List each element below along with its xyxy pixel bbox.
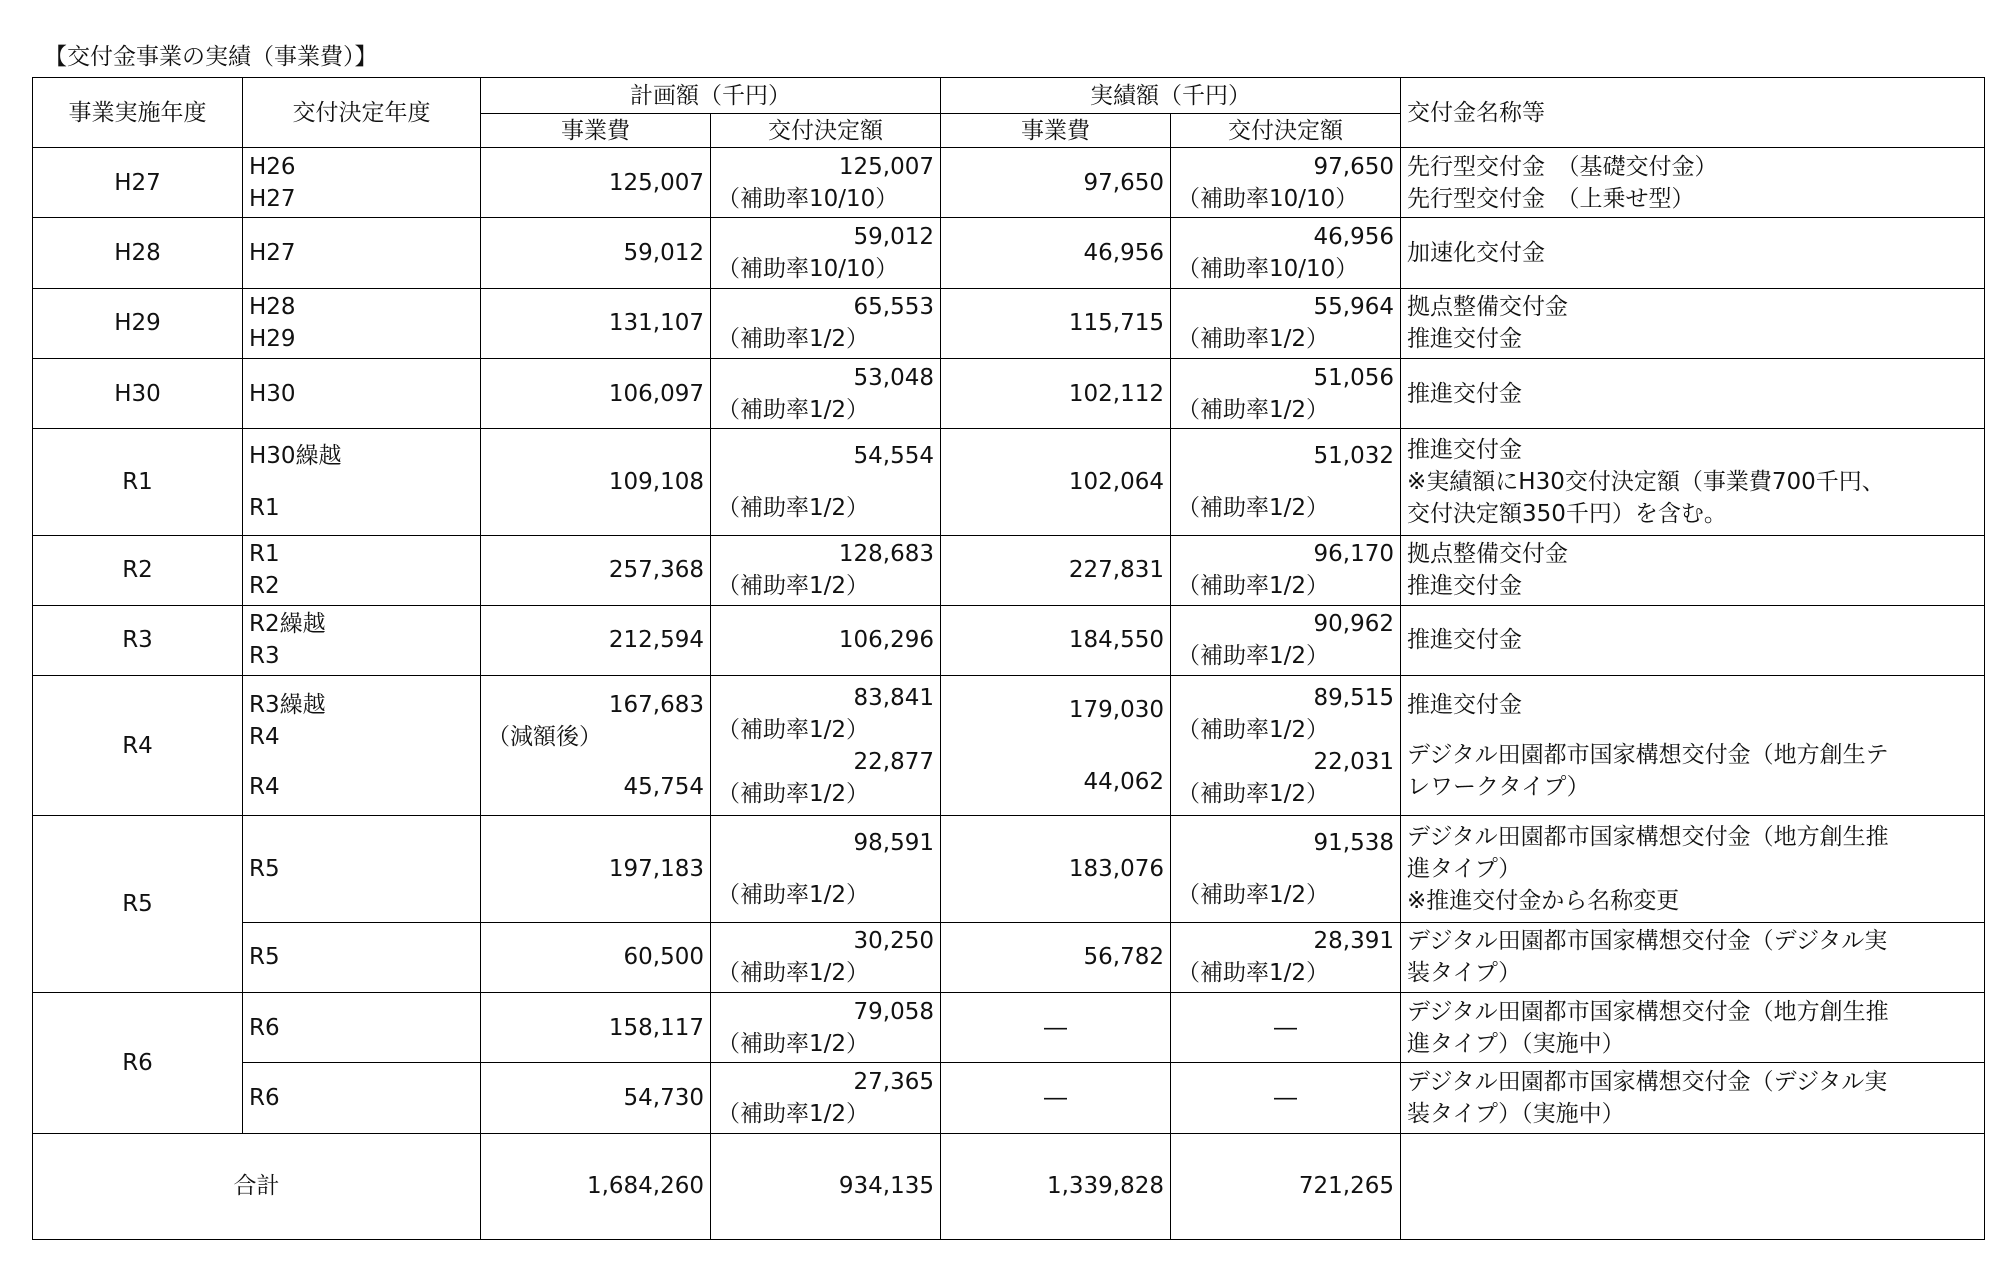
- row-plan-cost: 167,683 （減額後） 45,754: [481, 675, 711, 815]
- table-row: [33, 675, 1985, 815]
- row-decision: H28 H29: [243, 288, 481, 358]
- header-actual-grant: 交付決定額: [1171, 114, 1401, 148]
- grant-results-table: [32, 77, 1985, 1240]
- row-year: H28: [33, 218, 243, 288]
- row-actual-grant: 46,956 （補助率10/10）: [1171, 218, 1401, 288]
- total-plan-grant: 934,135: [711, 1133, 941, 1239]
- row-name: デジタル田園都市国家構想交付金（地方創生推 進タイプ） ※推進交付金から名称変更: [1401, 816, 1985, 922]
- row-name: 推進交付金 ※実績額にH30交付決定額（事業費700千円、 交付決定額350千円）を含む。: [1401, 429, 1985, 535]
- row-decision: H26 H27: [243, 148, 481, 218]
- header-decision-year: 交付決定年度: [243, 78, 481, 148]
- row-actual-cost: 183,076: [941, 816, 1171, 922]
- row-actual-cost: 184,550: [941, 605, 1171, 675]
- row-plan-cost: 54,730: [481, 1063, 711, 1133]
- total-actual-grant: 721,265: [1171, 1133, 1401, 1239]
- row-decision: R6: [243, 1063, 481, 1133]
- row-decision: R2繰越 R3: [243, 605, 481, 675]
- row-year: H29: [33, 288, 243, 358]
- row-name: 拠点整備交付金 推進交付金: [1401, 535, 1985, 605]
- table-row: [33, 993, 1985, 1063]
- row-actual-cost: 97,650: [941, 148, 1171, 218]
- row-year: H30: [33, 358, 243, 428]
- row-actual-grant: 90,962 （補助率1/2）: [1171, 605, 1401, 675]
- header-plan-grant: 交付決定額: [711, 114, 941, 148]
- header-plan: 計画額（千円）: [481, 78, 941, 114]
- table-row: [33, 605, 1985, 675]
- row-name: 加速化交付金: [1401, 218, 1985, 288]
- row-plan-grant: 27,365 （補助率1/2）: [711, 1063, 941, 1133]
- row-year: R5: [33, 816, 243, 993]
- row-plan-grant: 83,841 （補助率1/2） 22,877 （補助率1/2）: [711, 675, 941, 815]
- row-actual-grant: ―: [1171, 993, 1401, 1063]
- table-row: [33, 816, 1985, 922]
- total-label: 合計: [33, 1133, 481, 1239]
- row-decision: R3繰越 R4 R4: [243, 675, 481, 815]
- table-row: [33, 288, 1985, 358]
- row-name: 先行型交付金 （基礎交付金） 先行型交付金 （上乗せ型）: [1401, 148, 1985, 218]
- row-actual-grant: 97,650 （補助率10/10）: [1171, 148, 1401, 218]
- row-plan-grant: 53,048 （補助率1/2）: [711, 358, 941, 428]
- table-row: [33, 922, 1985, 992]
- row-year: R1: [33, 429, 243, 535]
- row-name: 拠点整備交付金 推進交付金: [1401, 288, 1985, 358]
- row-decision: R1 R2: [243, 535, 481, 605]
- row-name: 推進交付金 デジタル田園都市国家構想交付金（地方創生テ レワークタイプ）: [1401, 675, 1985, 815]
- row-name: デジタル田園都市国家構想交付金（地方創生推 進タイプ）（実施中）: [1401, 993, 1985, 1063]
- row-year: R6: [33, 993, 243, 1133]
- row-plan-cost: 257,368: [481, 535, 711, 605]
- table-row: [33, 358, 1985, 428]
- header-plan-cost: 事業費: [481, 114, 711, 148]
- total-row: [33, 1133, 1985, 1239]
- table-row: [33, 535, 1985, 605]
- row-name: デジタル田園都市国家構想交付金（デジタル実 装タイプ）: [1401, 922, 1985, 992]
- row-plan-grant: 65,553 （補助率1/2）: [711, 288, 941, 358]
- row-plan-cost: 197,183: [481, 816, 711, 922]
- row-plan-grant: 106,296: [711, 605, 941, 675]
- row-actual-grant: 28,391 （補助率1/2）: [1171, 922, 1401, 992]
- row-plan-cost: 158,117: [481, 993, 711, 1063]
- row-plan-cost: 131,107: [481, 288, 711, 358]
- header-row-1: [33, 78, 1985, 114]
- row-name: 推進交付金: [1401, 605, 1985, 675]
- row-actual-cost: 227,831: [941, 535, 1171, 605]
- row-year: R2: [33, 535, 243, 605]
- row-plan-grant: 59,012 （補助率10/10）: [711, 218, 941, 288]
- row-actual-grant: 51,032 （補助率1/2）: [1171, 429, 1401, 535]
- row-actual-grant: 91,538 （補助率1/2）: [1171, 816, 1401, 922]
- row-actual-cost: 46,956: [941, 218, 1171, 288]
- row-actual-grant: 55,964 （補助率1/2）: [1171, 288, 1401, 358]
- total-plan-cost: 1,684,260: [481, 1133, 711, 1239]
- header-name: 交付金名称等: [1401, 78, 1985, 148]
- row-plan-grant: 128,683 （補助率1/2）: [711, 535, 941, 605]
- row-year: R4: [33, 675, 243, 815]
- row-plan-grant: 98,591 （補助率1/2）: [711, 816, 941, 922]
- row-plan-cost: 109,108: [481, 429, 711, 535]
- row-year: H27: [33, 148, 243, 218]
- row-year: R3: [33, 605, 243, 675]
- row-plan-cost: 212,594: [481, 605, 711, 675]
- row-plan-cost: 106,097: [481, 358, 711, 428]
- row-actual-cost: 179,030 44,062: [941, 675, 1171, 815]
- row-actual-grant: ―: [1171, 1063, 1401, 1133]
- row-actual-cost: ―: [941, 1063, 1171, 1133]
- row-decision: R6: [243, 993, 481, 1063]
- row-actual-grant: 51,056 （補助率1/2）: [1171, 358, 1401, 428]
- total-name-empty: [1401, 1133, 1985, 1239]
- row-decision: R5: [243, 922, 481, 992]
- row-actual-cost: 115,715: [941, 288, 1171, 358]
- document-title: 【交付金事業の実績（事業費）】: [44, 44, 378, 70]
- table-row: [33, 218, 1985, 288]
- table-row: [33, 148, 1985, 218]
- table-row: [33, 1063, 1985, 1133]
- row-plan-grant: 125,007 （補助率10/10）: [711, 148, 941, 218]
- table-row: [33, 429, 1985, 535]
- row-actual-grant: 96,170 （補助率1/2）: [1171, 535, 1401, 605]
- header-actual: 実績額（千円）: [941, 78, 1401, 114]
- row-plan-grant: 54,554 （補助率1/2）: [711, 429, 941, 535]
- row-plan-cost: 59,012: [481, 218, 711, 288]
- row-decision: H27: [243, 218, 481, 288]
- row-decision: R5: [243, 816, 481, 922]
- row-name: 推進交付金: [1401, 358, 1985, 428]
- row-actual-cost: 56,782: [941, 922, 1171, 992]
- total-actual-cost: 1,339,828: [941, 1133, 1171, 1239]
- row-plan-cost: 60,500: [481, 922, 711, 992]
- header-actual-cost: 事業費: [941, 114, 1171, 148]
- row-decision: H30繰越 R1: [243, 429, 481, 535]
- row-plan-grant: 79,058 （補助率1/2）: [711, 993, 941, 1063]
- row-actual-cost: 102,064: [941, 429, 1171, 535]
- row-name: デジタル田園都市国家構想交付金（デジタル実 装タイプ）（実施中）: [1401, 1063, 1985, 1133]
- row-decision: H30: [243, 358, 481, 428]
- row-actual-grant: 89,515 （補助率1/2） 22,031 （補助率1/2）: [1171, 675, 1401, 815]
- header-year: 事業実施年度: [33, 78, 243, 148]
- row-plan-grant: 30,250 （補助率1/2）: [711, 922, 941, 992]
- row-actual-cost: ―: [941, 993, 1171, 1063]
- row-actual-cost: 102,112: [941, 358, 1171, 428]
- row-plan-cost: 125,007: [481, 148, 711, 218]
